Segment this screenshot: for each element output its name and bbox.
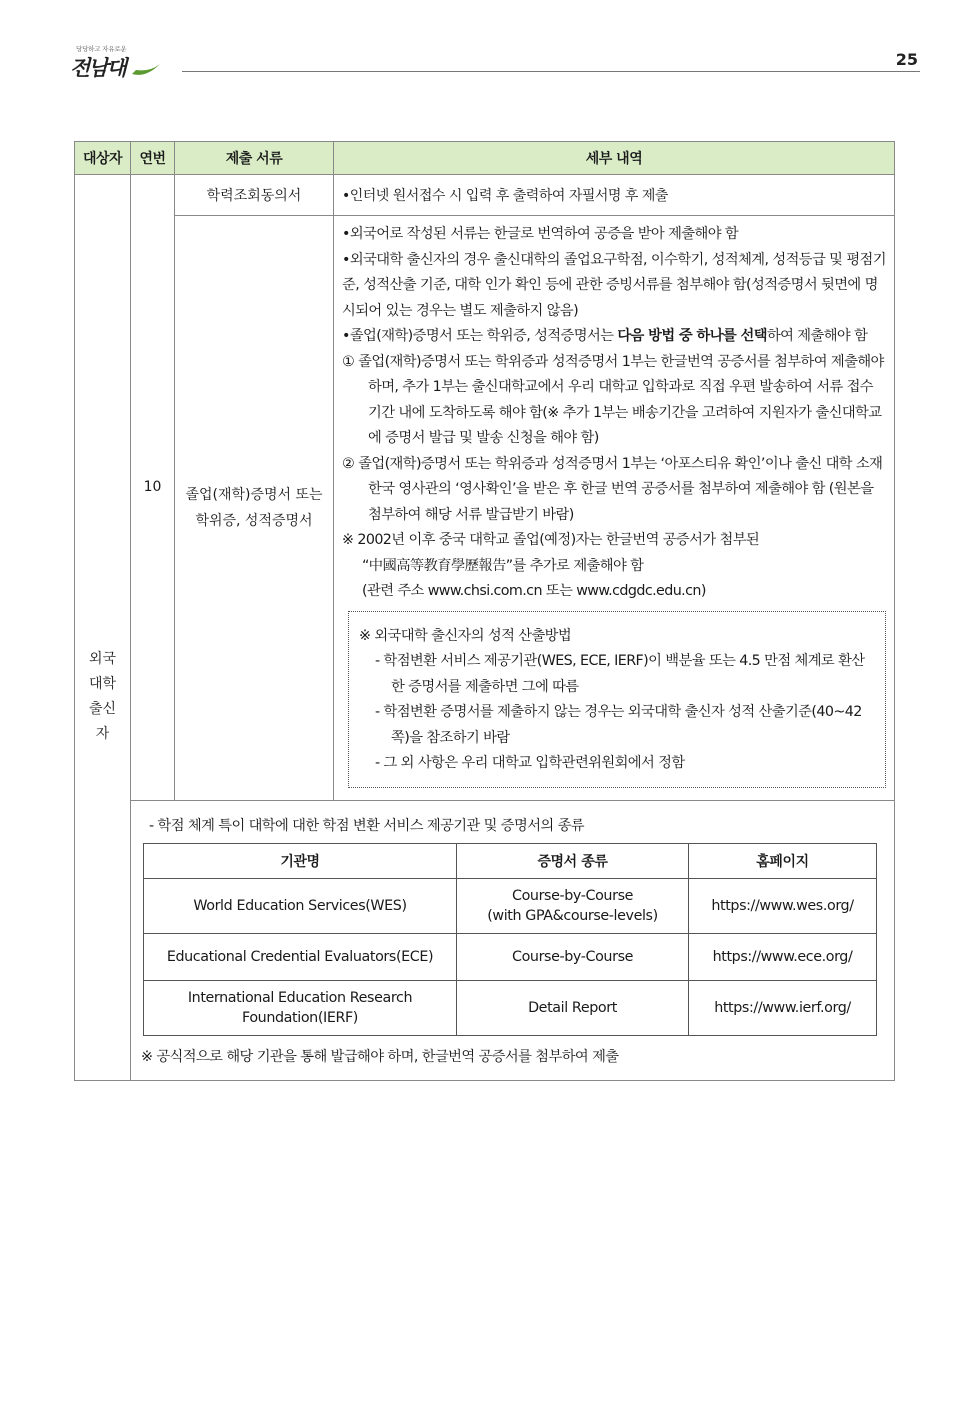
cert-type: Course-by-Course (with GPA&course-levels) [457, 878, 689, 933]
table-row [144, 878, 877, 933]
bullet-submission-method: •졸업(재학)증명서 또는 학위증, 성적증명서는 다음 방법 중 하나를 선택하여 제출해야 함 [342, 328, 868, 344]
org-name: World Education Services(WES) [144, 878, 457, 933]
conversion-table [143, 843, 877, 1036]
detail-consent: •인터넷 원서접수 시 입력 후 출력하여 자필서명 후 제출 [334, 175, 895, 216]
china-note-1: ※ 2002년 이후 중국 대학교 졸업(예정)자는 한글번역 공증서가 첨부된 [342, 532, 760, 548]
option-1: ① 졸업(재학)증명서 또는 학위증과 성적증명서 1부는 한글번역 공증서를 첨부하여 제출해야 하며, 추가 1부는 출신대학교에서 우리 대학교 입학과로 직접 우편 발송하여 서류 접수 기간 내에 도착하도록 해야 함(※ 추가 1부는 배송기간을 고려하여 지원자가 출신대학교에 증명서 발급 및 발송 신청을 해야 함) [342, 353, 884, 446]
china-note-2: “中國高等教育學歷報告”를 추가로 제출해야 함 [362, 557, 644, 574]
inner-header-cert: 증명서 종류 [457, 843, 689, 878]
header-rule [182, 71, 920, 72]
doc-cert-line2: 학위증, 성적증명서 [195, 512, 313, 529]
cert-type: Detail Report [457, 980, 689, 1035]
box-item-3: - 그 외 사항은 우리 대학교 입학관련위원회에서 정함 [375, 755, 685, 771]
logo-tagline: 당당하고 자유로운 [76, 45, 127, 53]
box-item-1: - 학점변환 서비스 제공기관(WES, ECE, IERF)이 백분율 또는 4.5 만점 체계로 환산한 증명서를 제출하면 그에 따름 [375, 653, 865, 695]
conversion-section [131, 800, 895, 1080]
subject-label: 외국 대학 출신 자 [88, 650, 117, 742]
university-logo [70, 44, 170, 78]
bullet-foreign-univ: •외국대학 출신자의 경우 출신대학의 졸업요구학점, 이수학기, 성적체계, 성적등급 및 평점기준, 성적산출 기준, 대학 인가 확인 등에 관한 증빙서류를 첨부해야 함(성적증명서 뒷면에 명시되어 있는 경우는 별도 제출하지 않음) [342, 251, 886, 319]
org-name: Educational Credential Evaluators(ECE) [144, 933, 457, 980]
emphasis-text: 다음 방법 중 하나를 선택 [617, 328, 767, 344]
conversion-intro: - 학점 체계 특이 대학에 대한 학점 변환 서비스 제공기관 및 증명서의 종류 [149, 817, 585, 834]
inner-header-home: 홈페이지 [689, 843, 877, 878]
cert-type: Course-by-Course [457, 933, 689, 980]
table-row [144, 933, 877, 980]
box-title: ※ 외국대학 출신자의 성적 산출방법 [359, 627, 572, 644]
homepage-link[interactable]: https://www.wes.org/ [689, 878, 877, 933]
table-row [144, 980, 877, 1035]
detail-certificates [334, 216, 895, 801]
leaf-icon [130, 58, 162, 78]
header-number: 연번 [131, 142, 175, 175]
homepage-link[interactable]: https://www.ierf.org/ [689, 980, 877, 1035]
inner-header-org: 기관명 [144, 843, 457, 878]
bullet-translation: •외국어로 작성된 서류는 한글로 번역하여 공증을 받아 제출해야 함 [342, 226, 739, 242]
box-item-2: - 학점변환 증명서를 제출하지 않는 경우는 외국대학 출신자 성적 산출기준(40~42쪽)을 참조하기 바람 [375, 704, 862, 746]
number-cell [131, 175, 175, 801]
page-number: 25 [895, 50, 918, 69]
logo-name: 전남대 [70, 56, 125, 80]
grade-method-box [348, 611, 886, 788]
subject-cell [75, 175, 131, 1081]
doc-certificates [175, 216, 334, 801]
doc-consent: 학력조회동의서 [175, 175, 334, 216]
header-subject: 대상자 [75, 142, 131, 175]
row-number: 10 [143, 479, 162, 496]
homepage-link[interactable]: https://www.ece.org/ [689, 933, 877, 980]
header-document: 제출 서류 [175, 142, 334, 175]
option-2: ② 졸업(재학)증명서 또는 학위증과 성적증명서 1부는 ‘아포스티유 확인’이나 출신 대학 소재 한국 영사관의 ‘영사확인’을 받은 후 한글 번역 공증서를 첨부하여 제출해야 함 (원본을 첨부하여 해당 서류 발급받기 바람) [342, 455, 883, 523]
header-detail: 세부 내역 [334, 142, 895, 175]
official-issue-note: ※ 공식적으로 해당 기관을 통해 발급해야 하며, 한글번역 공증서를 첨부하여 제출 [141, 1048, 619, 1065]
document-table [74, 141, 895, 1081]
china-note-3: (관련 주소 www.chsi.com.cn 또는 www.cdgdc.edu.cn) [362, 583, 706, 599]
org-name: International Education Research Foundation(IERF) [144, 980, 457, 1035]
doc-cert-line1: 졸업(재학)증명서 또는 [185, 486, 323, 503]
